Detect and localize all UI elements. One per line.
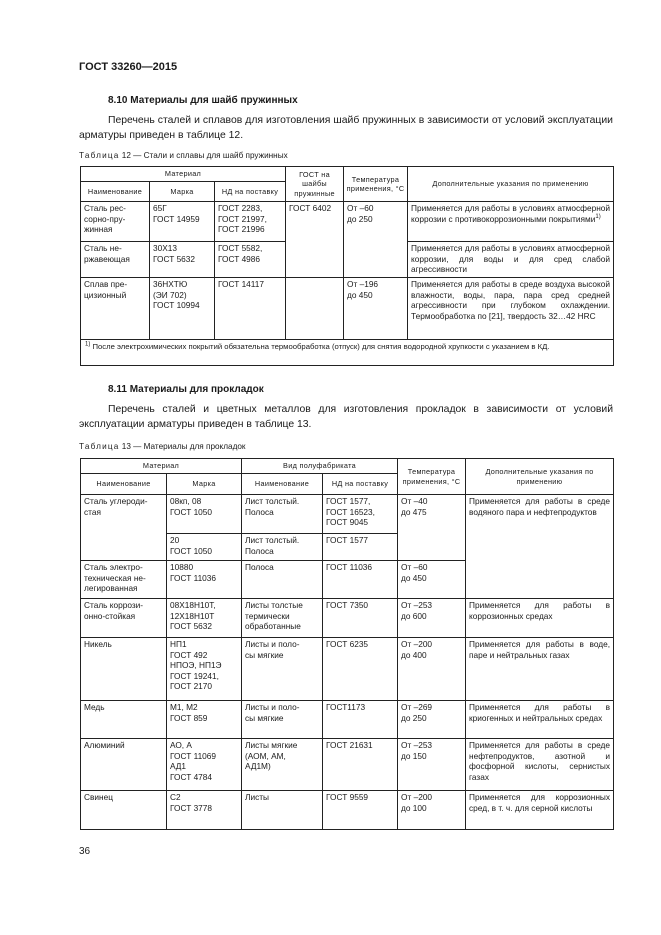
cell-grade: НП1 ГОСТ 492 НПОЭ, НП1Э ГОСТ 19241, ГОСТ 2170 (167, 638, 242, 701)
table-footnote-row (81, 340, 614, 366)
footnote-mark: 1) (85, 341, 91, 348)
cell-note: Применяется для работы в условиях атмосферной коррозии, для воды и для сред слабой агрессивности (408, 242, 614, 278)
cell-grade: 30Х13 ГОСТ 5632 (150, 242, 215, 278)
header-semi-product: Вид полуфабриката (242, 459, 398, 474)
table-row (81, 638, 614, 701)
cell-name: Сплав пре- цизионный (81, 278, 150, 340)
cell-grade: С2 ГОСТ 3778 (167, 791, 242, 830)
cell-name: Свинец (81, 791, 167, 830)
header-name: Наименование (81, 182, 150, 202)
table-footnote (81, 340, 614, 366)
table-row (81, 791, 614, 830)
header-notes: Дополнительные указания по применению (408, 167, 614, 202)
header-grade: Марка (150, 182, 215, 202)
header-semi-name: Наименование (242, 474, 323, 495)
caption-label: Таблица (79, 151, 120, 160)
cell-nd: ГОСТ 5582, ГОСТ 4986 (215, 242, 286, 278)
cell-semi: Листы мягкие (АОМ, АМ, АД1М) (242, 739, 323, 791)
cell-grade: АО, А ГОСТ 11069 АД1 ГОСТ 4784 (167, 739, 242, 791)
cell-semi: Листы и поло- сы мягкие (242, 701, 323, 739)
table-row (81, 202, 614, 242)
page-number: 36 (79, 846, 91, 857)
footnote-text: После электрохимических покрытий обязательна термообработка (отпуск) для снятия водородной хрупкости с указанием в КД. (90, 342, 550, 351)
cell-nd: ГОСТ 2283, ГОСТ 21997, ГОСТ 21996 (215, 202, 286, 242)
header-temperature: Температура применения, °С (398, 459, 466, 495)
section-title-8-11: 8.11 Материалы для прокладок (108, 384, 264, 395)
section-title-8-10: 8.10 Материалы для шайб пружинных (108, 95, 298, 106)
cell-note: Применяется для работы в криогенных и нейтральных средах (466, 701, 614, 739)
header-name: Наименование (81, 474, 167, 495)
cell-grade: 10880 ГОСТ 11036 (167, 561, 242, 599)
cell-note: Применяется для работы в воде, паре и нейтральных газах (466, 638, 614, 701)
header-gost-washer: ГОСТ на шайбы пружинные (286, 167, 344, 202)
cell-temp: От –196 до 450 (344, 278, 408, 340)
cell-temp: От –60 до 250 (344, 202, 408, 278)
header-temperature: Температура применения, °С (344, 167, 408, 202)
cell-grade: 36НХТЮ (ЭИ 702) ГОСТ 10994 (150, 278, 215, 340)
caption-text: 12 — Стали и сплавы для шайб пружинных (121, 151, 288, 160)
table-row (81, 701, 614, 739)
table-13 (80, 458, 614, 830)
cell-grade: 08Х18Н10Т, 12Х18Н10Т ГОСТ 5632 (167, 599, 242, 638)
cell-semi: Лист толстый. Полоса (242, 534, 323, 561)
cell-nd: ГОСТ 21631 (323, 739, 398, 791)
cell-nd: ГОСТ 9559 (323, 791, 398, 830)
cell-nd: ГОСТ 11036 (323, 561, 398, 599)
table-row (81, 278, 614, 340)
page-header: ГОСТ 33260—2015 (79, 61, 178, 73)
cell-gost (286, 278, 344, 340)
table-row (81, 495, 614, 534)
table-12 (80, 166, 614, 366)
table-12-caption (79, 151, 288, 160)
cell-semi: Лист толстый. Полоса (242, 495, 323, 534)
cell-name: Сталь электро- техническая не- легированная (81, 561, 167, 599)
cell-nd: ГОСТ 6235 (323, 638, 398, 701)
cell-grade: М1, М2 ГОСТ 859 (167, 701, 242, 739)
cell-nd: ГОСТ 1577 (323, 534, 398, 561)
cell-nd: ГОСТ 1577, ГОСТ 16523, ГОСТ 9045 (323, 495, 398, 534)
cell-name: Сталь коррози- онно-стойкая (81, 599, 167, 638)
header-nd: НД на поставку (215, 182, 286, 202)
cell-note: Применяется для работы в среде водяного пара и нефтепродуктов (466, 495, 614, 599)
cell-temp: От –253 до 600 (398, 599, 466, 638)
caption-label: Таблица (79, 442, 120, 451)
cell-grade: 20 ГОСТ 1050 (167, 534, 242, 561)
cell-note (408, 202, 614, 242)
cell-name: Сталь не- ржавеющая (81, 242, 150, 278)
cell-name: Никель (81, 638, 167, 701)
header-grade: Марка (167, 474, 242, 495)
cell-note: Применяется для работы в коррозионных средах (466, 599, 614, 638)
cell-temp: От –40 до 475 (398, 495, 466, 561)
table-row (81, 739, 614, 791)
section-paragraph-8-10: Перечень сталей и сплавов для изготовления шайб пружинных в зависимости от условий эксплуатации арматуры приведен в таблице 12. (79, 115, 613, 141)
cell-note: Применяется для работы в среде воздуха высокой влажности, воды, пара, пара сред средней агрессивности при глубоком охлаждении. Термообработка по [21], твердость 32…42 HRC (408, 278, 614, 340)
header-nd: НД на поставку (323, 474, 398, 495)
cell-semi: Листы толстые термически обработанные (242, 599, 323, 638)
cell-temp: От –200 до 100 (398, 791, 466, 830)
cell-gost: ГОСТ 6402 (286, 202, 344, 278)
cell-grade: 08кп, 08 ГОСТ 1050 (167, 495, 242, 534)
cell-grade: 65Г ГОСТ 14959 (150, 202, 215, 242)
cell-nd: ГОСТ 7350 (323, 599, 398, 638)
cell-temp: От –60 до 450 (398, 561, 466, 599)
table-row (81, 599, 614, 638)
cell-note: Применяется для коррозионных сред, в т. ч. для серной кислоты (466, 791, 614, 830)
cell-semi: Листы и поло- сы мягкие (242, 638, 323, 701)
header-material: Материал (81, 459, 242, 474)
table-13-caption (79, 442, 245, 451)
cell-name: Сталь рес- сорно-пру- жинная (81, 202, 150, 242)
caption-text: 13 — Материалы для прокладок (121, 442, 246, 451)
cell-nd: ГОСТ1173 (323, 701, 398, 739)
header-notes: Дополнительные указания по применению (466, 459, 614, 495)
cell-semi: Листы (242, 791, 323, 830)
cell-temp: От –200 до 400 (398, 638, 466, 701)
section-paragraph-8-11: Перечень сталей и цветных металлов для изготовления прокладок в зависимости от условий эксплуатации арматуры приведен в таблице 13. (79, 404, 613, 430)
footnote-ref: 1) (595, 213, 601, 220)
cell-temp: От –253 до 150 (398, 739, 466, 791)
cell-name: Алюминий (81, 739, 167, 791)
cell-temp: От –269 до 250 (398, 701, 466, 739)
cell-nd: ГОСТ 14117 (215, 278, 286, 340)
note-text: Применяется для работы в условиях атмосферной коррозии с противокоррозионными покрытиями (411, 203, 611, 224)
cell-note: Применяется для работы в среде нефтепродуктов, азотной и фосфорной кислоты, сернистых газах (466, 739, 614, 791)
cell-semi: Полоса (242, 561, 323, 599)
cell-name: Медь (81, 701, 167, 739)
cell-name: Сталь углероди- стая (81, 495, 167, 561)
header-material: Материал (81, 167, 286, 182)
